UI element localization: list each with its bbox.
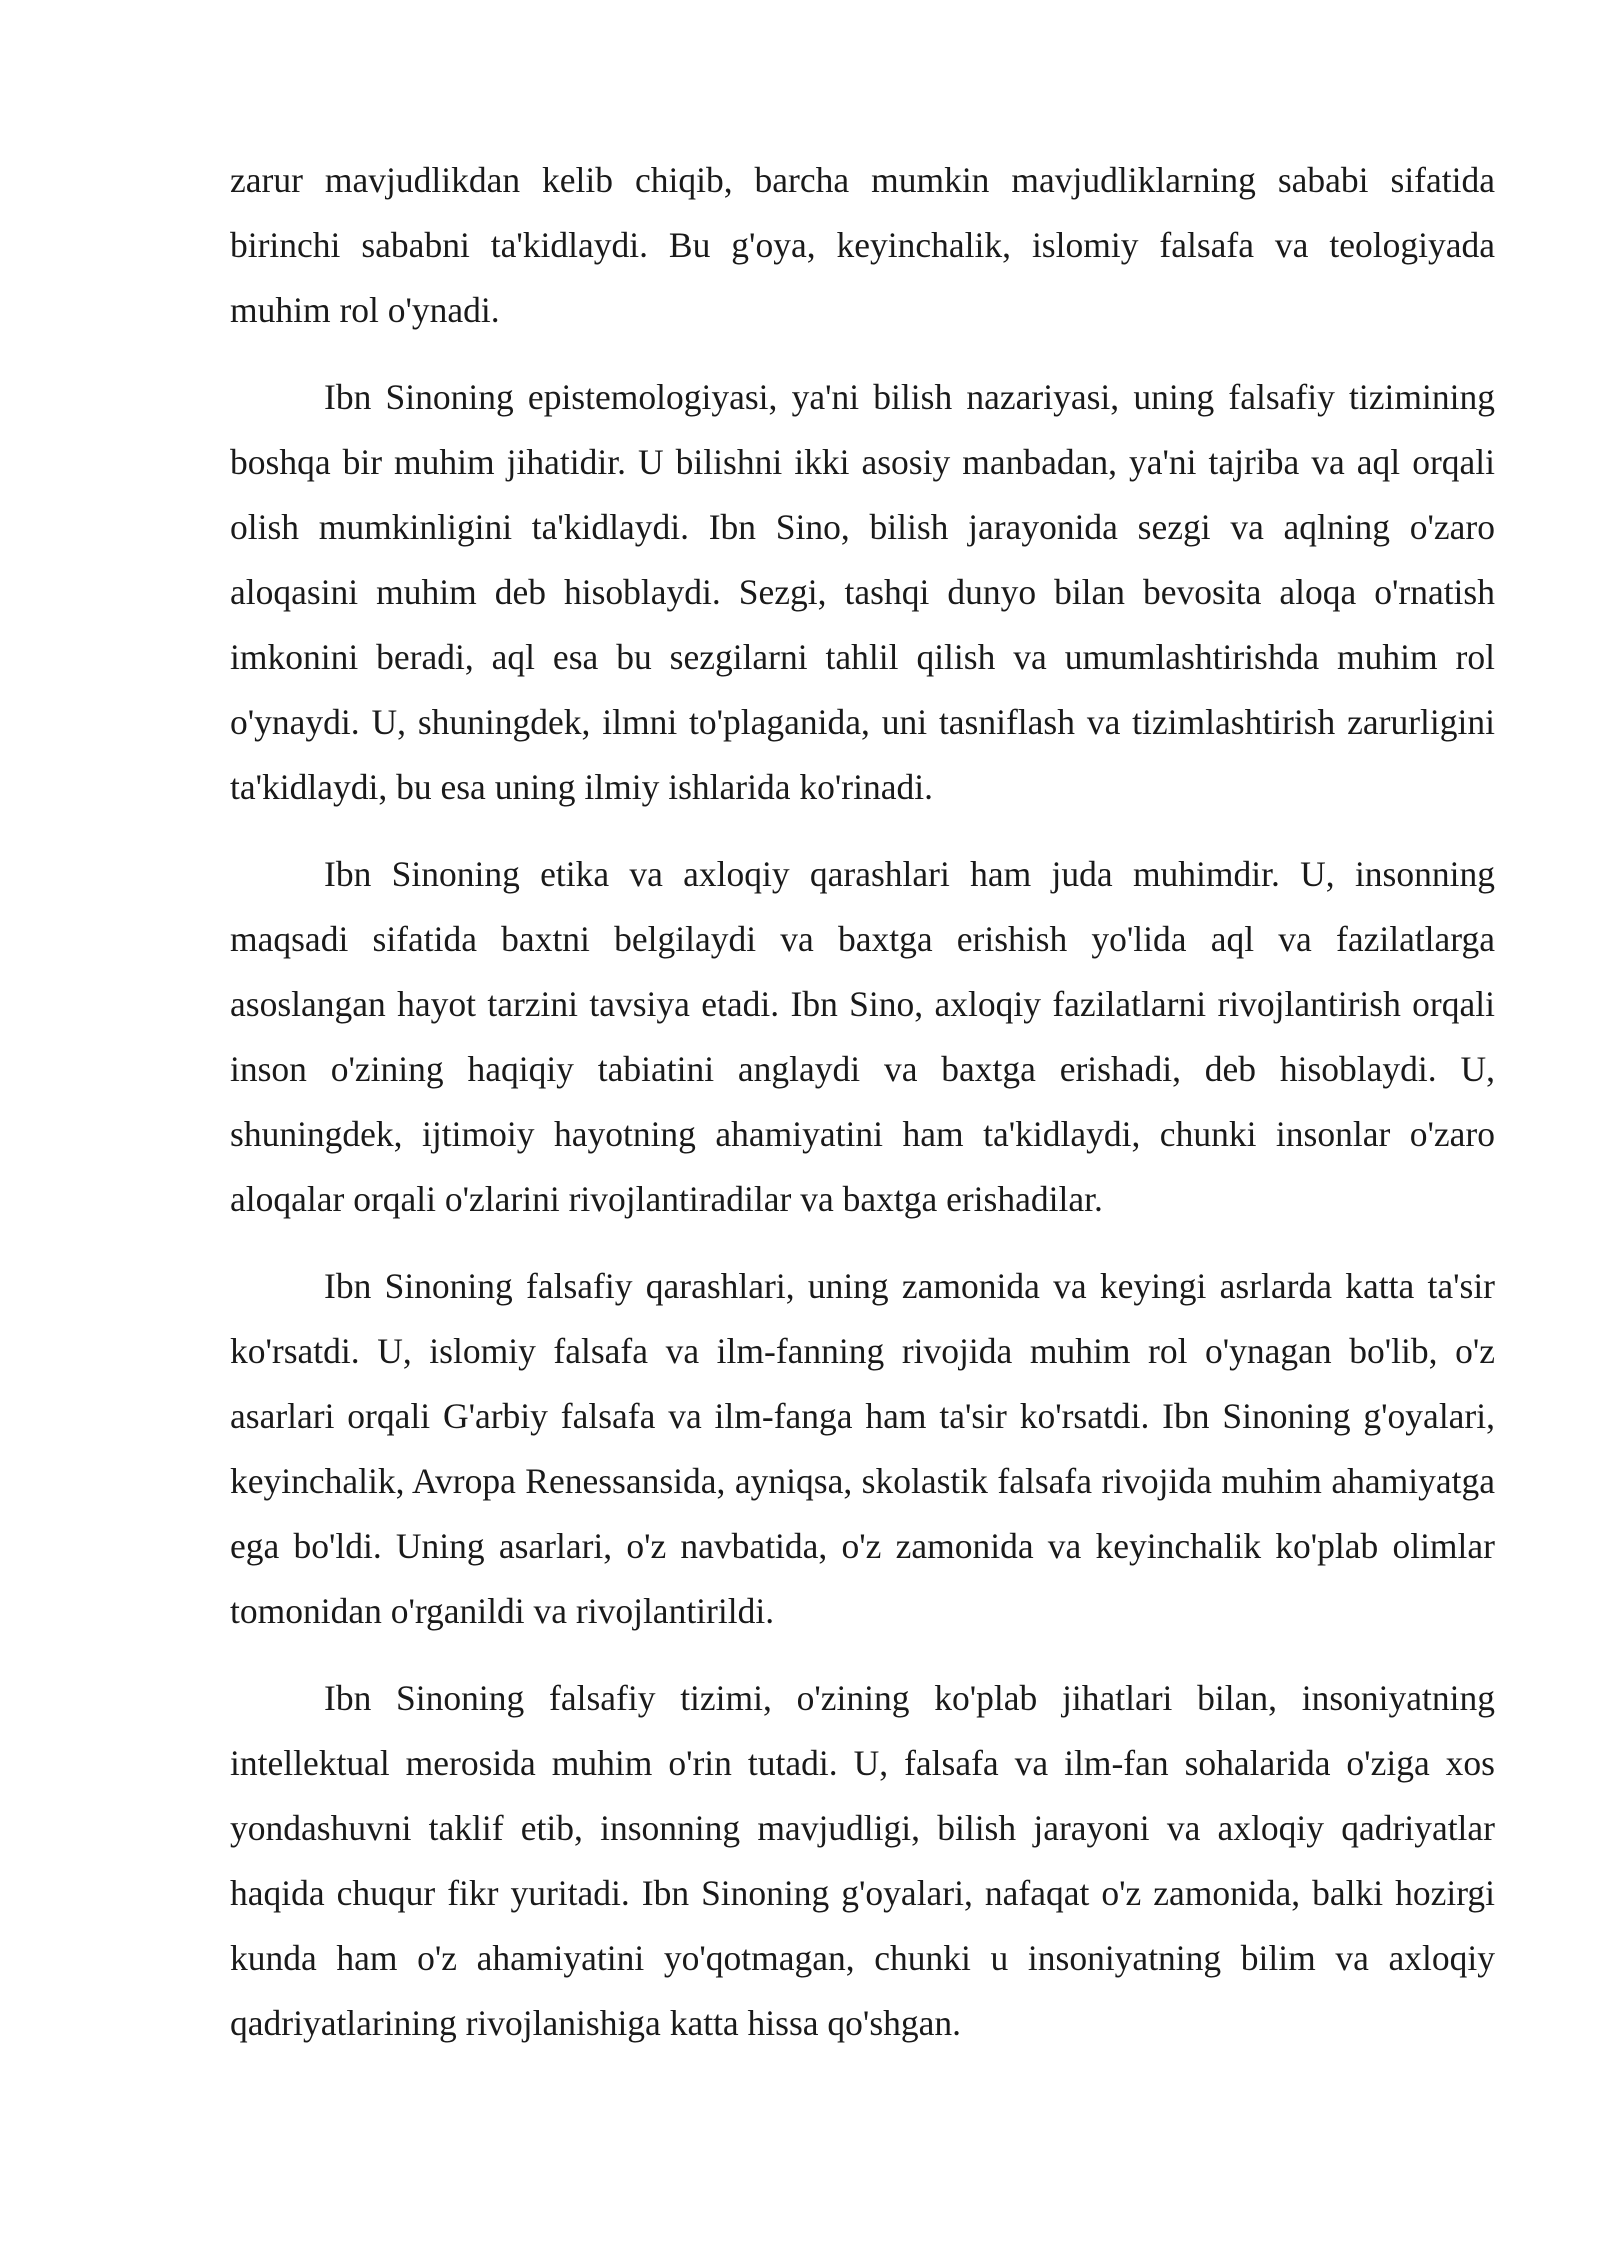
paragraph-influence: Ibn Sinoning falsafiy qarashlari, uning zamonida va keyingi asrlarda katta ta'sir ko'rsatdi. U, islomiy falsafa va ilm-fanning rivojida muhim rol o'ynagan bo'lib, o'z asarlari orqali G'arbiy falsafa va ilm-fanga ham ta'sir ko'rsatdi. Ibn Sinoning g'oyalari, keyinchalik, Avropa Renessansida, ayniqsa, skolastik falsafa rivojida muhim ahamiyatga ega bo'ldi. Uning asarlari, o'z navbatida, o'z zamonida va keyinchalik ko'plab olimlar tomonidan o'rganildi va rivojlantirildi. <box>230 1266 1495 1631</box>
paragraph-continuation: zarur mavjudlikdan kelib chiqib, barcha mumkin mavjudliklarning sababi sifatida birinchi sababni ta'kidlaydi. Bu g'oya, keyinchalik, islomiy falsafa va teologiyada muhim rol o'ynadi. <box>230 160 1495 330</box>
paragraph-ethics: Ibn Sinoning etika va axloqiy qarashlari ham juda muhimdir. U, insonning maqsadi sifatida baxtni belgilaydi va baxtga erishish yo'lida aql va fazilatlarga asoslangan hayot tarzini tavsiya etadi. Ibn Sino, axloqiy fazilatlarni rivojlantirish orqali inson o'zining haqiqiy tabiatini anglaydi va baxtga erishadi, deb hisoblaydi. U, shuningdek, ijtimoiy hayotning ahamiyatini ham ta'kidlaydi, chunki insonlar o'zaro aloqalar orqali o'zlarini rivojlantiradilar va baxtga erishadilar. <box>230 854 1495 1219</box>
paragraph-conclusion: Ibn Sinoning falsafiy tizimi, o'zining ko'plab jihatlari bilan, insoniyatning intellektual merosida muhim o'rin tutadi. U, falsafa va ilm-fan sohalarida o'ziga xos yondashuvni taklif etib, insonning mavjudligi, bilish jarayoni va axloqiy qadriyatlar haqida chuqur fikr yuritadi. Ibn Sinoning g'oyalari, nafaqat o'z zamonida, balki hozirgi kunda ham o'z ahamiyatini yo'qotmagan, chunki u insoniyatning bilim va axloqiy qadriyatlarining rivojlanishiga katta hissa qo'shgan. <box>230 1678 1495 2043</box>
paragraph-epistemology: Ibn Sinoning epistemologiyasi, ya'ni bilish nazariyasi, uning falsafiy tizimining boshqa bir muhim jihatidir. U bilishni ikki asosiy manbadan, ya'ni tajriba va aql orqali olish mumkinligini ta'kidlaydi. Ibn Sino, bilish jarayonida sezgi va aqlning o'zaro aloqasini muhim deb hisoblaydi. Sezgi, tashqi dunyo bilan bevosita aloqa o'rnatish imkonini beradi, aql esa bu sezgilarni tahlil qilish va umumlashtirishda muhim rol o'ynaydi. U, shuningdek, ilmni to'plaganida, uni tasniflash va tizimlashtirish zarurligini ta'kidlaydi, bu esa uning ilmiy ishlarida ko'rinadi. <box>230 377 1495 807</box>
document-page <box>230 148 1495 2078</box>
